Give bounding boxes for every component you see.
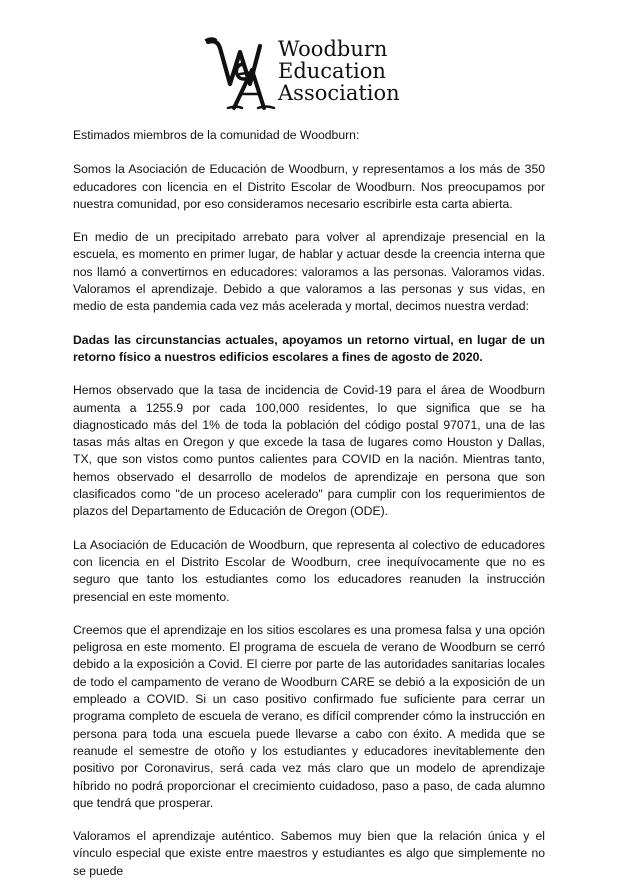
org-name-line-1: Woodburn — [278, 37, 388, 61]
paragraph-intro: Somos la Asociación de Educación de Woodburn, y representamos a los más de 350 educadores con licencia en el Distrito Escolar de Woodburn. Nos preocupamos por nuestra comunidad, por eso consideramos necesario escribirle esta carta abierta. — [73, 162, 545, 211]
letter-body — [73, 127, 545, 896]
wea-monogram-logo — [204, 34, 284, 112]
organization-name — [278, 38, 400, 104]
paragraph-position-statement: Dadas las circunstancias actuales, apoyamos un retorno virtual, en lugar de un retorno físico a nuestros edificios escolares a fines de agosto de 2020. — [73, 332, 545, 364]
paragraph-summer-school: Creemos que el aprendizaje en los sitios escolares es una promesa falsa y una opción peligrosa en este momento. El programa de escuela de verano de Woodburn se cerró debido a la exposición a Covid. El cierre por parte de las autoridades sanitarias locales de todo el campamento de verano de Woodburn CARE se debió a la exposición de un empleado a COVID. Si un caso positivo confirmado fue suficiente para cerrar un programa completo de escuela de verano, es difícil comprender cómo la instrucción en persona para toda una escuela puede llevarse a cabo con éxito. A medida que se reanude el semestre de otoño y los estudiantes y educadores inevitablemente den positivo por Coronavirus, será cada vez más claro que un modelo de aprendizaje híbrido no podrá proporcionar el crecimiento cuidadoso, paso a paso, de cada alumno que tendrá que prosperar. — [73, 622, 545, 810]
paragraph-not-safe: La Asociación de Educación de Woodburn, que representa al colectivo de educadores con licencia en el Distrito Escolar de Woodburn, cree inequívocamente que no es seguro que tanto los estudiantes como los educadores reanuden la instrucción presencial en este momento. — [73, 537, 545, 604]
paragraph-authentic-learning: Valoramos el aprendizaje auténtico. Sabemos muy bien que la relación única y el vínculo especial que existe entre maestros y estudiantes es algo que simplemente no se puede — [73, 829, 545, 878]
salutation: Estimados miembros de la comunidad de Woodburn: — [73, 128, 360, 142]
paragraph-covid-rates: Hemos observado que la tasa de incidencia de Covid-19 para el área de Woodburn aumenta a 1255.9 por cada 100,000 residentes, lo que significa que se ha diagnosticado más del 1% de toda la población del código postal 97071, una de las tasas más altas en Oregon y que excede la tasa de lugares como Houston y Dallas, TX, que son vistos como puntos calientes para COVID en la nación. Mientras tanto, hemos observado el desarrollo de modelos de aprendizaje en persona que son clasificados como "de un proceso acelerado" para cumplir con los requerimientos de plazos del Departamento de Educación de Oregon (ODE). — [73, 383, 545, 519]
letterhead — [204, 30, 424, 114]
paragraph-values: En medio de un precipitado arrebato para volver al aprendizaje presencial en la escuela, es momento en primer lugar, de hablar y actuar desde la creencia interna que nos llamó a convertirnos en educadores: valoramos a las personas. Valoramos vidas. Valoramos el aprendizaje. Debido a que valoramos a las personas y sus vidas, en medio de esta pandemia cada vez más acelerada y mortal, decimos nuestra verdad: — [73, 230, 545, 314]
org-name-line-2: Education — [278, 59, 386, 83]
org-name-line-3: Association — [278, 81, 400, 105]
